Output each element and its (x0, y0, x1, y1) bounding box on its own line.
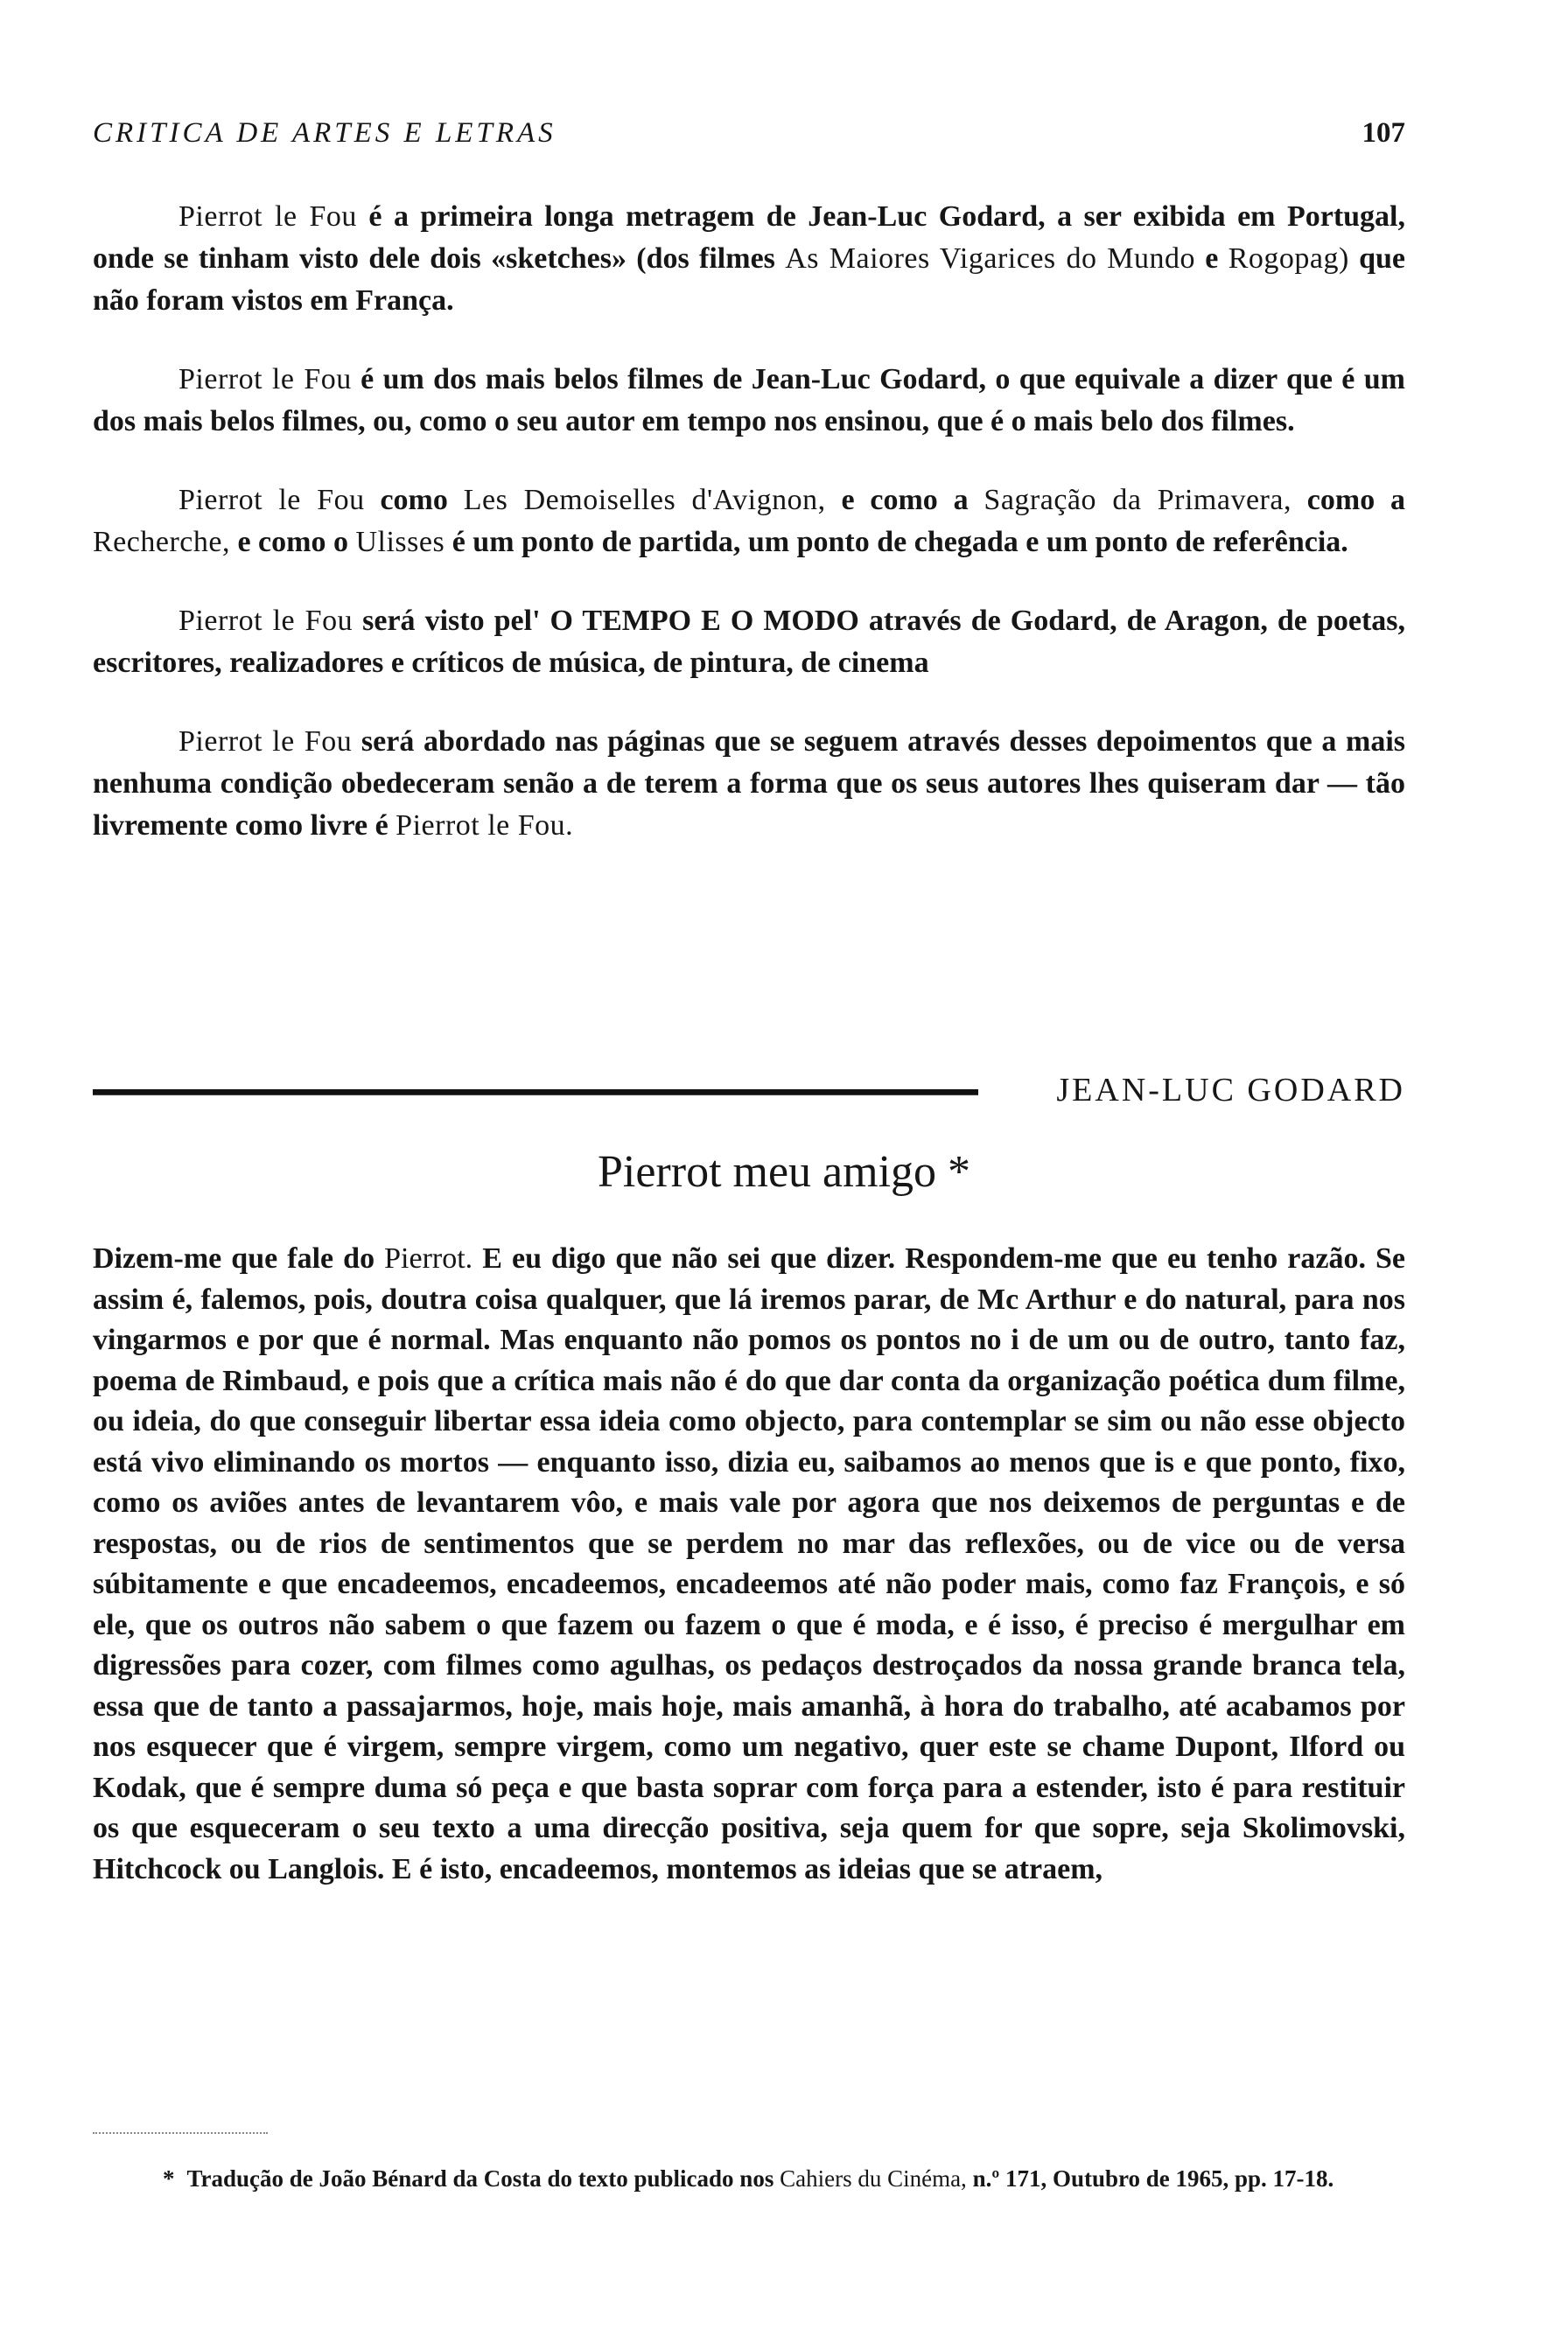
film-title-ref: Pierrot le Fou. (396, 809, 574, 842)
work-title-ref: Ulisses (355, 526, 445, 558)
footnote-text: n.º 171, Outubro de 1965, pp. 17-18. (972, 2165, 1334, 2192)
article-author: JEAN-LUC GODARD (1056, 1072, 1405, 1109)
work-title-ref: Les Demoiselles d'Avignon, (463, 484, 826, 516)
intro-text: como (380, 484, 448, 516)
section-rule (93, 1089, 978, 1095)
work-title-ref: Recherche, (93, 526, 230, 558)
intro-text: e como o (237, 526, 348, 558)
footnote-text: Tradução de João Bénard da Costa do texto publicado nos (186, 2165, 774, 2192)
page-number: 107 (1362, 117, 1405, 149)
intro-paragraph-1 (93, 196, 1405, 322)
work-title-ref: Sagração da Primavera, (984, 484, 1292, 516)
article-title: Pierrot meu amigo * (597, 1147, 971, 1197)
intro-text: é um dos mais belos filmes de Jean-Luc Godard, o que equivale a dizer que é um dos mais belos filmes, ou, como o seu autor em tempo nos ensinou, que é o mais belo dos filmes. (93, 363, 1405, 437)
intro-paragraph-3 (93, 479, 1405, 563)
intro-section (93, 196, 1405, 884)
film-title-ref: Pierrot le Fou (178, 725, 353, 758)
footnote-marker: * (163, 2165, 175, 2192)
intro-paragraph-4 (93, 600, 1405, 684)
film-title-ref: As Maiores Vigarices do Mundo (785, 242, 1195, 275)
intro-text: será visto pel' O TEMPO E O MODO através de Godard, de Aragon, de poetas, escritores, realizadores e críticos de música, de pintura, de cinema (93, 605, 1405, 679)
journal-title-ref: Cahiers du Cinéma, (780, 2165, 967, 2192)
film-title-ref: Pierrot. (384, 1242, 473, 1275)
running-header (93, 117, 1405, 161)
film-title-ref: Rogopag) (1228, 242, 1349, 275)
intro-text: como a (1306, 484, 1406, 516)
intro-text: será abordado nas páginas que se seguem através desses depoimentos que a mais nenhuma condição obedeceram senão a de terem a forma que os seus autores lhes quiseram dar — tão livremente como livre é (93, 725, 1405, 842)
article-text: Dizem-me que fale do (93, 1242, 375, 1275)
film-title-ref: Pierrot le Fou (178, 484, 365, 516)
intro-text: que não foram vistos em França. (93, 242, 1406, 317)
footnote (93, 2161, 1405, 2196)
film-title-ref: Pierrot le Fou (178, 200, 357, 233)
film-title-ref: Pierrot le Fou (178, 363, 352, 395)
intro-text: é um ponto de partida, um ponto de chegada e um ponto de referência. (452, 526, 1348, 558)
footnote-divider (93, 2132, 268, 2134)
intro-paragraph-2 (93, 359, 1405, 443)
intro-text: e (1205, 242, 1219, 275)
film-title-ref: Pierrot le Fou (178, 605, 354, 637)
intro-text: é a primeira longa metragem de Jean-Luc Godard, a ser exibida em Portugal, onde se tinham visto dele dois «sketches» (dos filmes (93, 200, 1405, 275)
running-title: CRITICA DE ARTES E LETRAS (93, 117, 556, 149)
article-text: E eu digo que não sei que dizer. Respondem-me que eu tenho razão. Se assim é, falemos, pois, doutra coisa qualquer, que lá iremos parar, de Mc Arthur e do natural, para nos vingarmos e por que é normal. Mas enquanto não pomos os pontos no i de um ou de outro, tanto faz, poema de Rimbaud, e pois que a crítica mais não é do que dar conta da organização poética dum filme, ou ideia, do que conseguir libertar essa ideia como objecto, para contemplar se sim ou não esse objecto está vivo eliminando os mortos — enquanto isso, dizia eu, saibamos ao menos que is e que ponto, fixo, como os aviões antes de levantarem vôo, e mais vale por agora que nos deixemos de perguntas e de respostas, ou de rios de sentimentos que se perdem no mar das reflexões, ou de vice ou de versa súbitamente e que encadeemos, encadeemos, encadeemos até não poder mais, como faz François, e só ele, que os outros não sabem o que fazem ou fazem o que é moda, e é isso, é preciso é mergulhar em digressões para cozer, com filmes como agulhas, os pedaços destroçados da nossa grande branca tela, essa que de tanto a passajarmos, hoje, mais hoje, mais amanhã, à hora do trabalho, até acabamos por nos esquecer que é virgem, sempre virgem, como um negativo, quer este se chame Dupont, Ilford ou Kodak, que é sempre duma só peça e que basta soprar com força para a estender, isto é para restituir os que esqueceram o seu texto a uma direcção positiva, seja quem for que sopre, seja Skolimovski, Hitchcock ou Langlois. E é isto, encadeemos, montemos as ideias que se atraem, (93, 1242, 1406, 1885)
intro-paragraph-5 (93, 721, 1405, 847)
intro-text: e como a (841, 484, 969, 516)
article-body (93, 1239, 1405, 1890)
